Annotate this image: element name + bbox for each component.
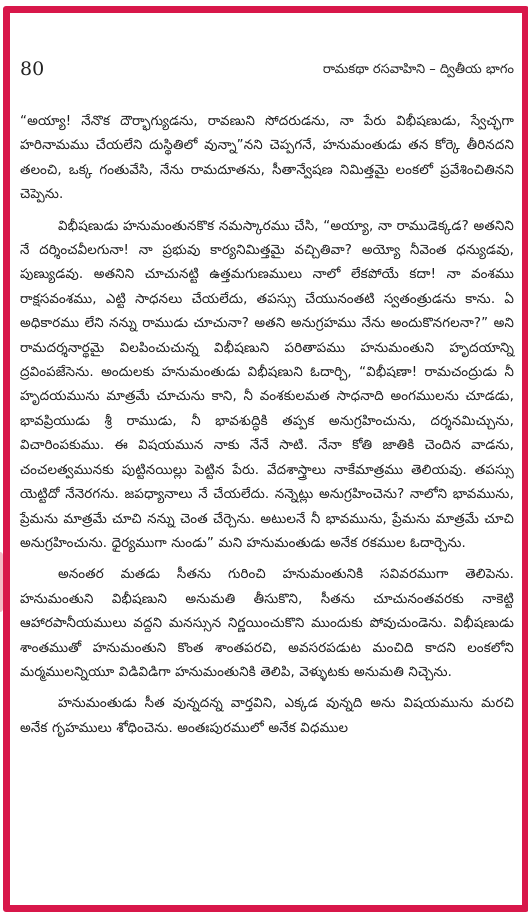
running-title: రామకథా రసవాహిని – ద్వితీయ భాగం (322, 62, 514, 77)
paragraph-4: హనుమంతుడు సీత వున్నదన్న వార్తవిని, ఎక్కడ వున్నది అను విషయమును మరచి అనేక గృహములు శోధించెను. అంతఃపురములో అనేక విధముల (20, 696, 514, 736)
paragraph-3: అనంతర మతడు సీతను గురించి హనుమంతునికి సవివరముగా తెలిపెను. హనుమంతుని విభీషణుని అనుమతి తీసుకొని, సీతను చూచునంతవరకు నాకెట్టి ఆహారపానీయములు వద్దని మనస్సున నిర్ణయించుకొని ముందుకు పోవుచుండెను. విభీషణుడు శాంతముతో హనుమంతుని కొంత శాంతపరచి, అవసరపడుట మంచిది కాదని లంకలోని మర్మములన్నియూ విడివిడిగా హనుమంతునికి తెలిపి, వెళ్ళుటకు అనుమతి నిచ్చెను. (20, 567, 514, 680)
page-number: 80 (20, 58, 45, 80)
page-header (20, 58, 514, 88)
paragraph-2: విభీషణుడు హనుమంతునకొక నమస్కారము చేసి, “అయ్యా, నా రాముడెక్కడ? అతనిని నే దర్శించవీలగునా! నా ప్రభువు కార్యనిమిత్తమై వచ్చితివా? అయ్యో నీవెంత ధన్యుడవు, పుణ్యుడవు. అతనిని చూచునట్టి ఉత్తమగుణములు నాలో లేకపోయే కదా! నా వంశము రాక్షసవంశము, ఎట్టి సాధనలు చేయలేదు, తపస్సు చేయునంతటి స్వతంత్రుడను కాను. ఏ అధికారము లేని నన్ను రాముడు చూచునా? అతని అనుగ్రహము నేను అందుకొనగలనా?” అని రామదర్శనార్థమై విలపించుచున్న విభీషణుని పరితాపము హనుమంతుని హృదయాన్ని ద్రవింపజేసెను. అందులకు హనుమంతుడు విభీషణుని ఓదార్చి, “విభీషణా! రామచంద్రుడు నీ హృదయమును మాత్రమే చూచును కాని, నీ వంశకులమత సాధనాది అంగములను చూడడు, భావప్రియుడు శ్రీ రాముడు, నీ భావశుద్ధికి తప్పక అనుగ్రహించును, దర్శనమిచ్చును, విచారింపకుము. ఈ విషయమున నాకు నేనే సాటి. నేనా కోతి జాతికి చెందిన వాడను, చంచలత్వమునకు పుట్టినయిల్లు పెట్టిన పేరు. వేదశాస్త్రాలు నాకేమాత్రము తెలియవు. తపస్సు యెట్టిదో నేనెరగను. జపధ్యానాలు నే చేయలేదు. నన్నెట్లు అనుగ్రహించెను? నాలోని భావమును, ప్రేమను మాత్రమే చూచి నన్ను చెంత చేర్చెను. అటులనే నీ భావమును, ప్రేమను మాత్రమే చూచి అనుగ్రహించును. ధైర్యముగా నుండు” మని హనుమంతుడు అనేక రకముల ఓదార్చెను. (20, 218, 514, 551)
body-text (20, 110, 514, 748)
paragraph-1: “అయ్యా! నేనొక దౌర్భాగ్యుడను, రావణుని సోదరుడను, నా పేరు విభీషణుడు, స్వేచ్ఛగా హరినామము చేయలేని దుస్థితిలో వున్నా”నని చెప్పగనే, హనుమంతుడు తన కోర్కె తీరినదని తలంచి, ఒక్క గంతువేసి, నేను రామదూతను, సీతాన్వేషణ నిమిత్తమై లంకలో ప్రవేశించితినని చెప్పెను. (20, 114, 514, 203)
